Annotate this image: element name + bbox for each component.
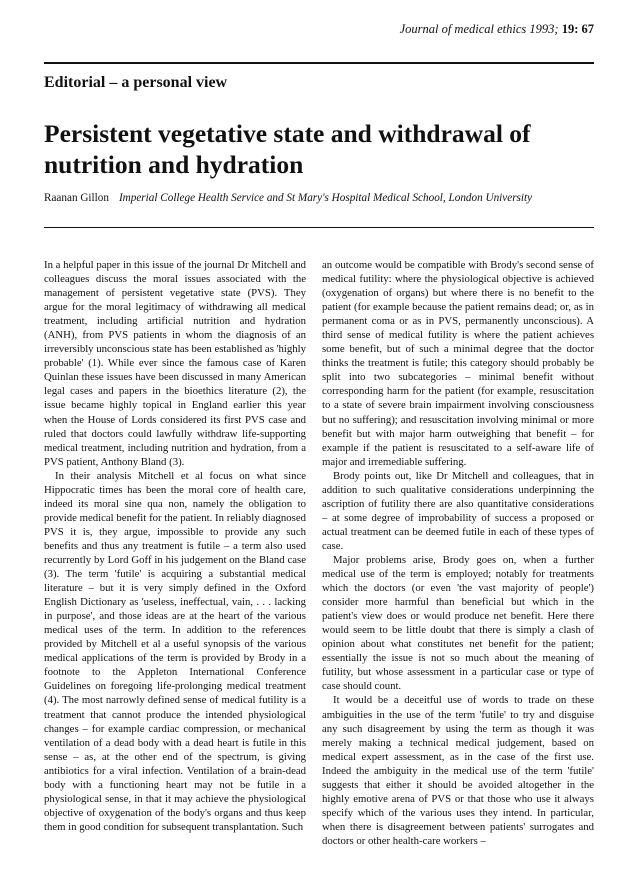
paragraph: In their analysis Mitchell et al focus on what since Hippocratic times has been the moral core of health care, indeed its moral sine qua non, namely the obligation to provide medical benefit for the patient. In reliably diagnosed PVS it is, they argue, impossible to provide any such benefits and thus any treatment is futile – a term also used recurrently by Lord Goff in his judgement on the Bland case (3). The term 'futile' is acquiring a substantial medical literature – but it is very simply defined in the Oxford English Dictionary as 'useless, ineffectual, vain, . . . lacking in purpose', and those ideas are at the heart of the various medical uses of the term. In addition to the references provided by Mitchell et al a useful synopsis of the various medical applications of the term is provided by Brody in a footnote to the Appleton International Conference Guidelines on foregoing life-prolonging medical treatment (4). The most narrowly defined sense of medical futility is a treatment that cannot produce the intended physiological changes – for example cardiac compression, or mechanical ventilation of a dead body with a dead heart is futile in this sense – as, at the other end of the spectrum, is giving antibiotics for a viral infection. Ventilation of a brain-dead body with a functioning heart may not be futile in a physiological sense, in that it may achieve the physiological objective of oxygenation of the body's organs and thus keep them in good condition for subsequent transplantation. Such — [44, 469, 306, 833]
paragraph: an outcome would be compatible with Brody's second sense of medical futility: where the physiological objective is achieved (oxygenation of organs) but where there is no benefit to the patient (for example because the patient remains dead; or, as in permanent coma or as in PVS, permanently unconscious). A third sense of medical futility is where the patient achieves some benefit, but of such a minimal degree that the doctor thinks the treatment is futile; this category should probably be split into two subcategories – minimal benefit without corresponding harm for the patient (for example, resuscitation to a state of severe brain impairment involving consciousness but no suffering); and resuscitation involving minimal or more benefit but with major harm outweighing that benefit – for example if the patient is resuscitated to a self-aware life of major and irremediable suffering. — [322, 259, 594, 468]
title-divider — [44, 227, 594, 228]
body-column-left — [44, 258, 306, 878]
author-name: Raanan Gillon — [44, 192, 109, 204]
paragraph: Major problems arise, Brody goes on, when a further medical use of the term is employed; notably for treatments which the doctors (or even 'the vast majority of people') consider more harmful than beneficial but which in the patient's view does or would produce net benefit. Here there would seem to be little doubt that there is simply a clash of opinion about what constitutes net benefit for the patient; essentially the issue is not so much about the meaning of futility, but whose assessment in a particular case or type of case should count. — [322, 553, 594, 693]
volume-page: 19: 67 — [561, 22, 594, 36]
byline — [44, 192, 594, 204]
paragraph: Brody points out, like Dr Mitchell and colleagues, that in addition to such qualitative considerations underpinning the ascription of futility there are also quantitative considerations – at some degree of improbability of success a proposed or actual treatment can be deemed futile in each of these types of case. — [322, 469, 594, 552]
paragraph: In a helpful paper in this issue of the journal Dr Mitchell and colleagues discuss the moral issues associated with the management of persistent vegetative state (PVS). They argue for the moral legitimacy of withdrawing all medical treatment, including artificial nutrition and hydration (ANH), from PVS patients in whom the diagnosis of an irreversibly unconscious state has been established as 'highly probable' (1). While ever since the famous case of Karen Quinlan these issues have been discussed in many American legal cases and papers in the bioethics literature (2), the issue became highly topical in England earlier this year when the House of Lords considered its first PVS case and ruled that doctors could lawfully withdraw life-supporting medical treatment, including nutrition and hydration, from a PVS patient, Anthony Bland (3). — [44, 259, 306, 468]
article-title: Persistent vegetative state and withdrawal of nutrition and hydration — [44, 119, 531, 179]
paragraph: It would be a deceitful use of words to trade on these ambiguities in the use of the term 'futile' to try and disguise any such disagreement by using the term as though it was merely making a technical medical judgement, based on medical expert assessment, as in the case of the first use. Indeed the ambiguity in the medical use of the term 'futile' suggests that either it should be avoided altogether in the highly emotive arena of PVS or that those who use it always specify which of the various uses they intend. In particular, when there is disagreement between patients' surrogates and doctors or other health-care workers – — [322, 694, 594, 847]
author-affiliation: Imperial College Health Service and St Mary's Hospital Medical School, London University — [118, 192, 533, 204]
running-head — [400, 22, 594, 37]
body-column-right — [322, 258, 594, 878]
section-label: Editorial – a personal view — [44, 62, 594, 92]
journal-name: Journal of medical ethics 1993; — [399, 22, 559, 36]
